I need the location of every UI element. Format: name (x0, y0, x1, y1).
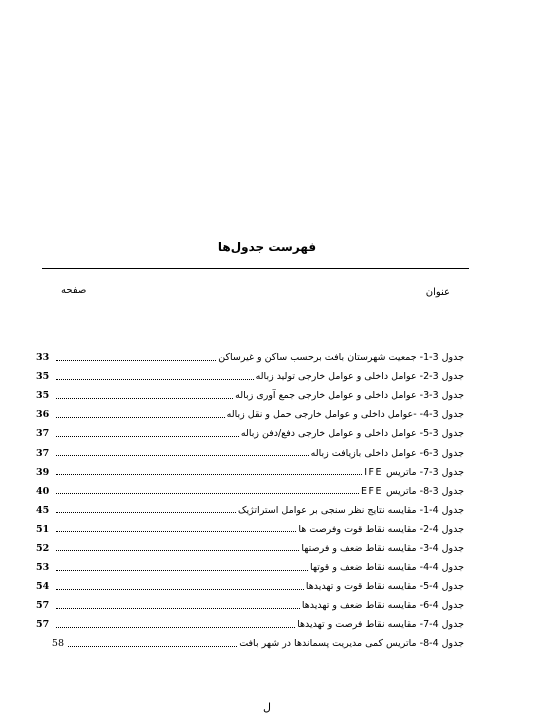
column-header-page: صفحه (61, 285, 87, 296)
toc-entry-page: 52 (36, 542, 50, 554)
toc-entry-page: 37 (36, 447, 50, 459)
dot-leader (56, 608, 300, 609)
toc-entry-label: جدول 4-8- ماتریس کمی مدیریت پسماندها در شهر بافت (239, 638, 464, 650)
title-divider (42, 268, 469, 269)
toc-entry-label: جدول 4-5- مقایسه نقاط قوت و تهدیدها (305, 581, 464, 593)
dot-leader (56, 531, 296, 532)
toc-entry[interactable] (36, 596, 464, 615)
toc-entry-page: 39 (36, 466, 50, 478)
page-number: ل (263, 701, 271, 714)
dot-leader (56, 570, 308, 571)
toc-entry-page: 51 (36, 523, 50, 535)
toc-entry-label: جدول 4-7- مقایسه نقاط فرصت و تهدیدها (297, 619, 464, 631)
toc-entry[interactable] (36, 405, 464, 424)
toc-entry-page: 45 (36, 504, 50, 516)
toc-entry-page: 33 (36, 352, 50, 364)
table-of-contents (36, 348, 464, 654)
toc-entry-label: جدول 4-4- مقایسه نقاط ضعف و قوتها (309, 562, 464, 574)
toc-entry-page: 37 (36, 428, 50, 440)
toc-entry[interactable] (36, 634, 464, 653)
toc-entry[interactable] (36, 615, 464, 634)
page-title: فهرست جدول‌ها (217, 240, 317, 254)
toc-entry[interactable] (36, 482, 464, 501)
toc-entry-label: جدول 4-3- مقایسه نقاط ضعف و فرصتها (301, 542, 464, 554)
toc-entry[interactable] (36, 367, 464, 386)
column-header-title: عنوان (425, 287, 450, 298)
toc-entry[interactable] (36, 539, 464, 558)
dot-leader (56, 417, 225, 418)
toc-entry-page: 57 (36, 619, 50, 631)
toc-entry[interactable] (36, 520, 464, 539)
dot-leader (56, 436, 239, 437)
toc-entry[interactable] (36, 424, 464, 443)
toc-entry-label: جدول 4-1- مقایسه نتایج نظر سنجی بر عوامل استراتژیک (238, 504, 464, 516)
toc-entry-page: 36 (36, 409, 50, 421)
toc-entry-page: 57 (36, 600, 50, 612)
toc-entry-label: جدول 3-2- عوامل داخلی و عوامل خارجی تولید زباله (255, 371, 464, 383)
toc-entry-label: جدول 3-6- عوامل داخلی بازیافت زباله (310, 447, 464, 459)
toc-entry-label: جدول 3-3- عوامل داخلی و عوامل خارجی جمع آوری زباله (235, 390, 464, 402)
dot-leader (56, 398, 233, 399)
toc-entry-page: 54 (36, 581, 50, 593)
toc-entry-page: 58 (51, 638, 64, 650)
toc-entry-label: جدول 3-1- جمعیت شهرستان بافت برحسب ساکن و غیرساکن (218, 352, 464, 364)
toc-entry[interactable] (36, 558, 464, 577)
dot-leader (56, 550, 299, 551)
toc-entry-page: 35 (36, 390, 50, 402)
toc-entry[interactable] (36, 386, 464, 405)
dot-leader (56, 360, 216, 361)
toc-entry[interactable] (36, 443, 464, 462)
toc-entry-label: جدول 3-4- -عوامل داخلی و عوامل خارجی حمل و نقل زباله (226, 409, 464, 421)
toc-entry[interactable] (36, 577, 464, 596)
toc-entry-label: جدول 4-2- مقایسه نقاط قوت وفرصت ها (298, 523, 464, 535)
toc-entry-label: جدول 3-5- عوامل داخلی و عوامل خارجی دفع/دفن زباله (240, 428, 464, 440)
toc-entry-label: جدول 3-8- ماتریس EFE (361, 485, 464, 497)
toc-entry[interactable] (36, 463, 464, 482)
toc-entry-label: جدول 4-6- مقایسه نقاط ضعف و تهدیدها (301, 600, 464, 612)
dot-leader (56, 379, 254, 380)
toc-entry[interactable] (36, 348, 464, 367)
toc-entry-label: جدول 3-7- ماتریس IFE (364, 466, 464, 478)
dot-leader (56, 627, 295, 628)
dot-leader (56, 589, 304, 590)
toc-entry[interactable] (36, 501, 464, 520)
dot-leader (68, 646, 237, 647)
toc-entry-page: 35 (36, 371, 50, 383)
dot-leader (56, 493, 359, 494)
toc-entry-page: 40 (36, 485, 50, 497)
dot-leader (56, 455, 309, 456)
toc-entry-page: 53 (36, 562, 50, 574)
dot-leader (56, 474, 362, 475)
dot-leader (56, 512, 236, 513)
